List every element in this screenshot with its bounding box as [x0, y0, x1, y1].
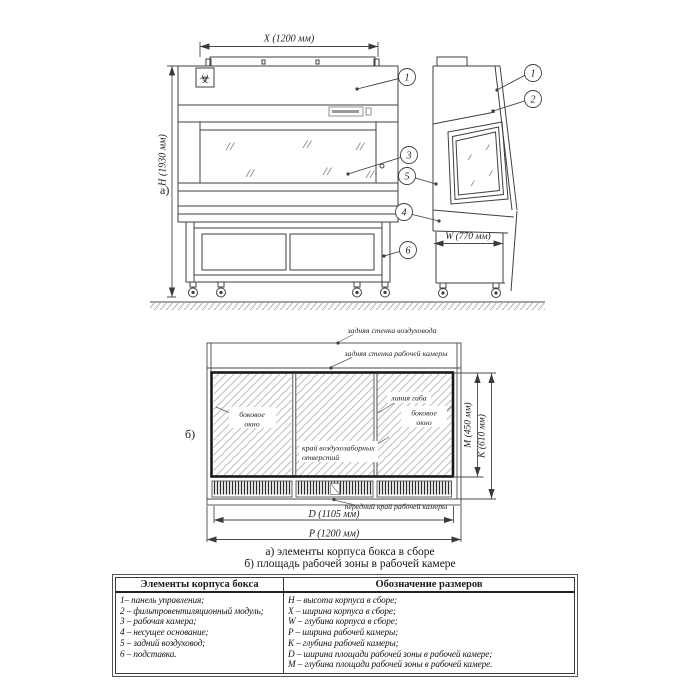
svg-text:W (770 мм): W (770 мм) — [445, 232, 491, 242]
biohazard-badge — [196, 68, 214, 87]
chamber-front-label: передний край рабочей камеры — [344, 502, 448, 511]
svg-text:H (1930 мм): H (1930 мм) — [157, 134, 169, 186]
callout-4 — [396, 204, 441, 223]
legend-element: 1– панель управления; — [120, 595, 205, 605]
legend-col2-header: Обозначение размеров — [375, 579, 483, 590]
intake-edge-label2: отверстий — [302, 453, 340, 462]
svg-text:P (1200 мм): P (1200 мм) — [308, 528, 360, 540]
legend-designation: X – ширина корпуса в сборе; — [288, 605, 396, 616]
leader-dot — [332, 498, 335, 501]
legend-designation: M – глубина площади рабочей зоны в рабочей камере. — [288, 659, 493, 670]
legend-element: 6 – подставка. — [120, 648, 177, 659]
duct-back-label: задняя стенка воздуховода — [347, 326, 437, 335]
svg-text:K (610 мм): K (610 мм) — [477, 414, 488, 458]
fold-line-label: линия гиба — [391, 393, 427, 403]
brand-label — [329, 107, 371, 116]
legend-table — [112, 574, 578, 677]
legend-table-header — [116, 578, 574, 593]
chamber-back-label: задняя стенка рабочей камеры — [344, 349, 448, 358]
svg-text:M (450 мм): M (450 мм) — [463, 402, 474, 448]
callout-6 — [382, 242, 416, 259]
side-window-right-label: боковое — [411, 408, 437, 418]
svg-text:4: 4 — [401, 207, 407, 219]
svg-text:3: 3 — [406, 150, 412, 162]
legend-element: 2 – фильтровентиляционный модуль; — [120, 605, 264, 616]
callout-5 — [399, 168, 438, 186]
front-casters — [189, 282, 390, 297]
leader-dot — [336, 341, 339, 344]
legend-col1-header: Элементы корпуса бокса — [116, 578, 284, 591]
side-window-right-label2: окно — [416, 418, 432, 427]
view-a-label: а) — [160, 183, 170, 197]
leader-dot — [329, 366, 332, 369]
legend-designation: D – ширина площади рабочей зоны в рабочей камере; — [288, 648, 493, 659]
legend-designation: K – глубина рабочей камеры; — [288, 637, 399, 648]
side-view — [433, 57, 517, 291]
caption-a: а) элементы корпуса бокса в сборе — [265, 546, 435, 558]
caption-b: б) площадь рабочей зоны в рабочей камере — [244, 558, 456, 570]
front-view — [178, 57, 398, 282]
side-casters — [439, 283, 501, 298]
svg-text:6: 6 — [405, 245, 411, 257]
legend-designation: W – глубина корпуса в сборе; — [288, 616, 398, 627]
view-b-label: б) — [185, 427, 196, 441]
air-grilles — [212, 481, 452, 497]
legend-elements-cell — [116, 593, 284, 673]
dimension-m — [453, 373, 496, 477]
svg-text:X (1200 мм): X (1200 мм) — [263, 33, 315, 45]
callout-1-side — [495, 65, 541, 92]
side-window-left-label: боковое — [239, 410, 265, 419]
legend-element: 4 – несущее основание; — [120, 627, 209, 638]
svg-text:1: 1 — [530, 68, 536, 80]
callout-1-front — [355, 69, 415, 91]
side-glass-marks — [468, 145, 493, 187]
legend-element: 3 – рабочая камера; — [120, 616, 197, 627]
dimension-x — [200, 34, 378, 58]
legend-designation: H – высота корпуса в сборе; — [288, 595, 398, 605]
svg-text:2: 2 — [530, 94, 536, 106]
biohazard-icon: ☣ — [199, 72, 211, 87]
svg-text:1: 1 — [404, 72, 410, 84]
intake-edge-label: край воздухозаборных — [302, 443, 375, 453]
legend-element: 5 – задний воздуховод; — [120, 637, 206, 648]
legend-designation: P – ширина рабочей камеры; — [288, 627, 399, 638]
dimension-h — [158, 66, 179, 297]
legend-designations-cell — [284, 593, 574, 673]
side-window-left-label2: окно — [244, 419, 260, 429]
ground-line — [150, 302, 545, 310]
svg-text:5: 5 — [404, 171, 410, 183]
svg-text:D (1105 мм): D (1105 мм) — [308, 509, 360, 520]
